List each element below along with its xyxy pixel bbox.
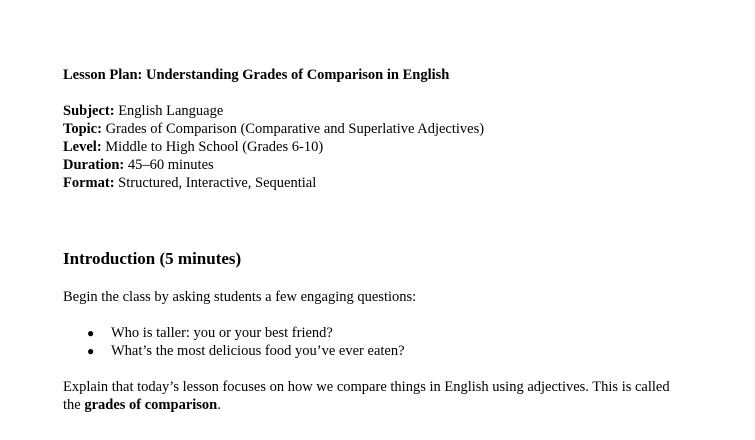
explain-paragraph xyxy=(63,378,683,414)
question-list xyxy=(63,324,405,360)
meta-duration-value: 45–60 minutes xyxy=(124,157,214,173)
list-item xyxy=(63,324,405,342)
document-page xyxy=(63,66,703,413)
list-item-text: Who is taller: you or your best friend? xyxy=(111,325,333,341)
explain-text-end: . xyxy=(217,397,221,413)
meta-format-value: Structured, Interactive, Sequential xyxy=(114,175,317,191)
explain-text: Explain that today’s lesson focuses on how we compare things in English using adjectives. This is called the xyxy=(63,379,670,413)
document-title: Lesson Plan: Understanding Grades of Comparison in English xyxy=(63,67,450,83)
meta-format-label: Format: xyxy=(63,175,115,191)
meta-duration xyxy=(63,156,703,174)
meta-format xyxy=(63,174,703,192)
meta-duration-label: Duration: xyxy=(63,157,125,173)
meta-subject xyxy=(63,102,703,120)
lesson-meta xyxy=(63,102,703,192)
meta-topic xyxy=(63,120,703,138)
list-item-text: What’s the most delicious food you’ve ever eaten? xyxy=(111,343,405,359)
meta-level xyxy=(63,138,703,156)
list-item xyxy=(63,342,405,360)
explain-bold-term: grades of comparison xyxy=(84,397,218,413)
meta-topic-value: Grades of Comparison (Comparative and Superlative Adjectives) xyxy=(101,121,485,137)
bullet-icon: ● xyxy=(87,344,95,358)
bullet-icon: ● xyxy=(87,326,95,340)
meta-subject-label: Subject: xyxy=(63,103,115,119)
meta-topic-label: Topic: xyxy=(63,121,102,137)
meta-level-label: Level: xyxy=(63,139,102,155)
meta-subject-value: English Language xyxy=(114,103,224,119)
intro-paragraph: Begin the class by asking students a few engaging questions: xyxy=(63,289,417,305)
section-heading-introduction: Introduction (5 minutes) xyxy=(63,249,242,268)
meta-level-value: Middle to High School (Grades 6-10) xyxy=(101,139,324,155)
